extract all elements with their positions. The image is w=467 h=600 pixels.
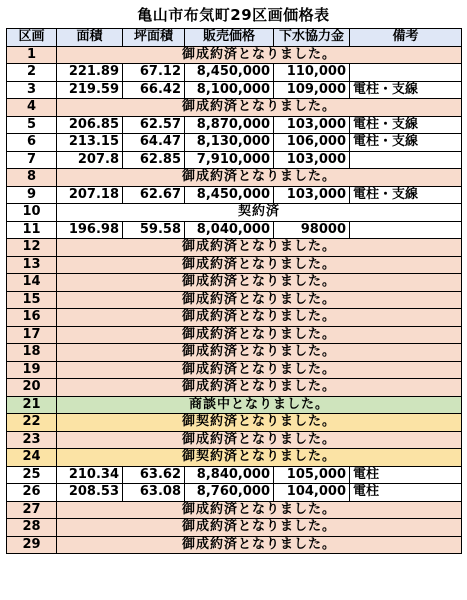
lot-sewer-fee: 110,000 <box>274 64 350 82</box>
lot-area: 219.59 <box>57 81 123 99</box>
table-row <box>7 396 462 414</box>
lot-area: 208.53 <box>57 484 123 502</box>
lot-number: 2 <box>7 64 57 82</box>
lot-tsubo: 62.85 <box>123 151 185 169</box>
status-message: 御成約済となりました。 <box>57 99 462 117</box>
table-row <box>7 99 462 117</box>
lot-area: 207.18 <box>57 186 123 204</box>
table-row <box>7 116 462 134</box>
table-row <box>7 361 462 379</box>
lot-tsubo: 64.47 <box>123 134 185 152</box>
status-message: 御契約済となりました。 <box>57 414 462 432</box>
table-row <box>7 151 462 169</box>
lot-note: 電柱・支線 <box>350 116 462 134</box>
lot-tsubo: 59.58 <box>123 221 185 239</box>
status-message: 御成約済となりました。 <box>57 239 462 257</box>
lot-number: 14 <box>7 274 57 292</box>
lot-area: 206.85 <box>57 116 123 134</box>
lot-price: 8,760,000 <box>185 484 274 502</box>
lot-number: 13 <box>7 256 57 274</box>
lot-price-table <box>6 28 462 554</box>
status-message: 契約済 <box>57 204 462 222</box>
lot-note: 電柱 <box>350 466 462 484</box>
table-row <box>7 379 462 397</box>
lot-number: 10 <box>7 204 57 222</box>
lot-area: 196.98 <box>57 221 123 239</box>
lot-number: 9 <box>7 186 57 204</box>
table-row <box>7 519 462 537</box>
table-row <box>7 239 462 257</box>
lot-price: 8,450,000 <box>185 64 274 82</box>
lot-sewer-fee: 105,000 <box>274 466 350 484</box>
lot-sewer-fee: 104,000 <box>274 484 350 502</box>
table-row <box>7 484 462 502</box>
table-row <box>7 274 462 292</box>
lot-price: 8,100,000 <box>185 81 274 99</box>
lot-number: 15 <box>7 291 57 309</box>
table-row <box>7 466 462 484</box>
table-row <box>7 501 462 519</box>
table-row <box>7 64 462 82</box>
lot-note: 電柱 <box>350 484 462 502</box>
status-message: 御成約済となりました。 <box>57 361 462 379</box>
status-message: 御成約済となりました。 <box>57 519 462 537</box>
table-header-row <box>7 29 462 47</box>
lot-number: 24 <box>7 449 57 467</box>
lot-tsubo: 62.67 <box>123 186 185 204</box>
table-row <box>7 326 462 344</box>
table-body <box>7 46 462 554</box>
header-note: 備考 <box>350 29 462 47</box>
lot-sewer-fee: 103,000 <box>274 116 350 134</box>
status-message: 御成約済となりました。 <box>57 326 462 344</box>
table-row <box>7 186 462 204</box>
status-message: 御成約済となりました。 <box>57 431 462 449</box>
status-message: 御契約済となりました。 <box>57 449 462 467</box>
lot-note: 電柱・支線 <box>350 186 462 204</box>
lot-number: 26 <box>7 484 57 502</box>
lot-number: 8 <box>7 169 57 187</box>
lot-price: 8,040,000 <box>185 221 274 239</box>
lot-note <box>350 64 462 82</box>
table-row <box>7 256 462 274</box>
lot-number: 3 <box>7 81 57 99</box>
status-message: 商談中となりました。 <box>57 396 462 414</box>
lot-number: 1 <box>7 46 57 64</box>
lot-number: 17 <box>7 326 57 344</box>
table-row <box>7 344 462 362</box>
lot-tsubo: 67.12 <box>123 64 185 82</box>
lot-number: 12 <box>7 239 57 257</box>
table-row <box>7 169 462 187</box>
table-row <box>7 414 462 432</box>
table-row <box>7 536 462 554</box>
lot-sewer-fee: 106,000 <box>274 134 350 152</box>
lot-number: 16 <box>7 309 57 327</box>
lot-price: 8,450,000 <box>185 186 274 204</box>
lot-number: 7 <box>7 151 57 169</box>
status-message: 御成約済となりました。 <box>57 274 462 292</box>
lot-sewer-fee: 109,000 <box>274 81 350 99</box>
lot-number: 5 <box>7 116 57 134</box>
lot-tsubo: 62.57 <box>123 116 185 134</box>
lot-sewer-fee: 103,000 <box>274 186 350 204</box>
lot-number: 20 <box>7 379 57 397</box>
lot-sewer-fee: 103,000 <box>274 151 350 169</box>
status-message: 御成約済となりました。 <box>57 536 462 554</box>
lot-number: 23 <box>7 431 57 449</box>
lot-price: 7,910,000 <box>185 151 274 169</box>
table-row <box>7 431 462 449</box>
lot-number: 22 <box>7 414 57 432</box>
table-row <box>7 291 462 309</box>
lot-number: 11 <box>7 221 57 239</box>
status-message: 御成約済となりました。 <box>57 291 462 309</box>
status-message: 御成約済となりました。 <box>57 46 462 64</box>
status-message: 御成約済となりました。 <box>57 256 462 274</box>
lot-price: 8,870,000 <box>185 116 274 134</box>
lot-area: 207.8 <box>57 151 123 169</box>
lot-sewer-fee: 98000 <box>274 221 350 239</box>
table-row <box>7 221 462 239</box>
status-message: 御成約済となりました。 <box>57 309 462 327</box>
lot-number: 18 <box>7 344 57 362</box>
table-row <box>7 134 462 152</box>
lot-note: 電柱・支線 <box>350 134 462 152</box>
table-row <box>7 46 462 64</box>
table-row <box>7 309 462 327</box>
lot-tsubo: 63.08 <box>123 484 185 502</box>
lot-tsubo: 66.42 <box>123 81 185 99</box>
header-sewer: 下水協力金 <box>274 29 350 47</box>
lot-area: 210.34 <box>57 466 123 484</box>
lot-note: 電柱・支線 <box>350 81 462 99</box>
lot-area: 213.15 <box>57 134 123 152</box>
lot-note <box>350 151 462 169</box>
table-row <box>7 449 462 467</box>
header-area: 面積 <box>57 29 123 47</box>
status-message: 御成約済となりました。 <box>57 501 462 519</box>
table-row <box>7 204 462 222</box>
lot-number: 19 <box>7 361 57 379</box>
status-message: 御成約済となりました。 <box>57 344 462 362</box>
page-title: 亀山市布気町29区画価格表 <box>137 6 330 24</box>
lot-number: 4 <box>7 99 57 117</box>
status-message: 御成約済となりました。 <box>57 169 462 187</box>
lot-number: 29 <box>7 536 57 554</box>
lot-price: 8,840,000 <box>185 466 274 484</box>
lot-number: 6 <box>7 134 57 152</box>
header-lot: 区画 <box>7 29 57 47</box>
lot-number: 21 <box>7 396 57 414</box>
status-message: 御成約済となりました。 <box>57 379 462 397</box>
lot-price: 8,130,000 <box>185 134 274 152</box>
table-row <box>7 81 462 99</box>
lot-number: 28 <box>7 519 57 537</box>
lot-number: 25 <box>7 466 57 484</box>
lot-area: 221.89 <box>57 64 123 82</box>
header-tsubo: 坪面積 <box>123 29 185 47</box>
header-price: 販売価格 <box>185 29 274 47</box>
lot-tsubo: 63.62 <box>123 466 185 484</box>
lot-note <box>350 221 462 239</box>
lot-number: 27 <box>7 501 57 519</box>
